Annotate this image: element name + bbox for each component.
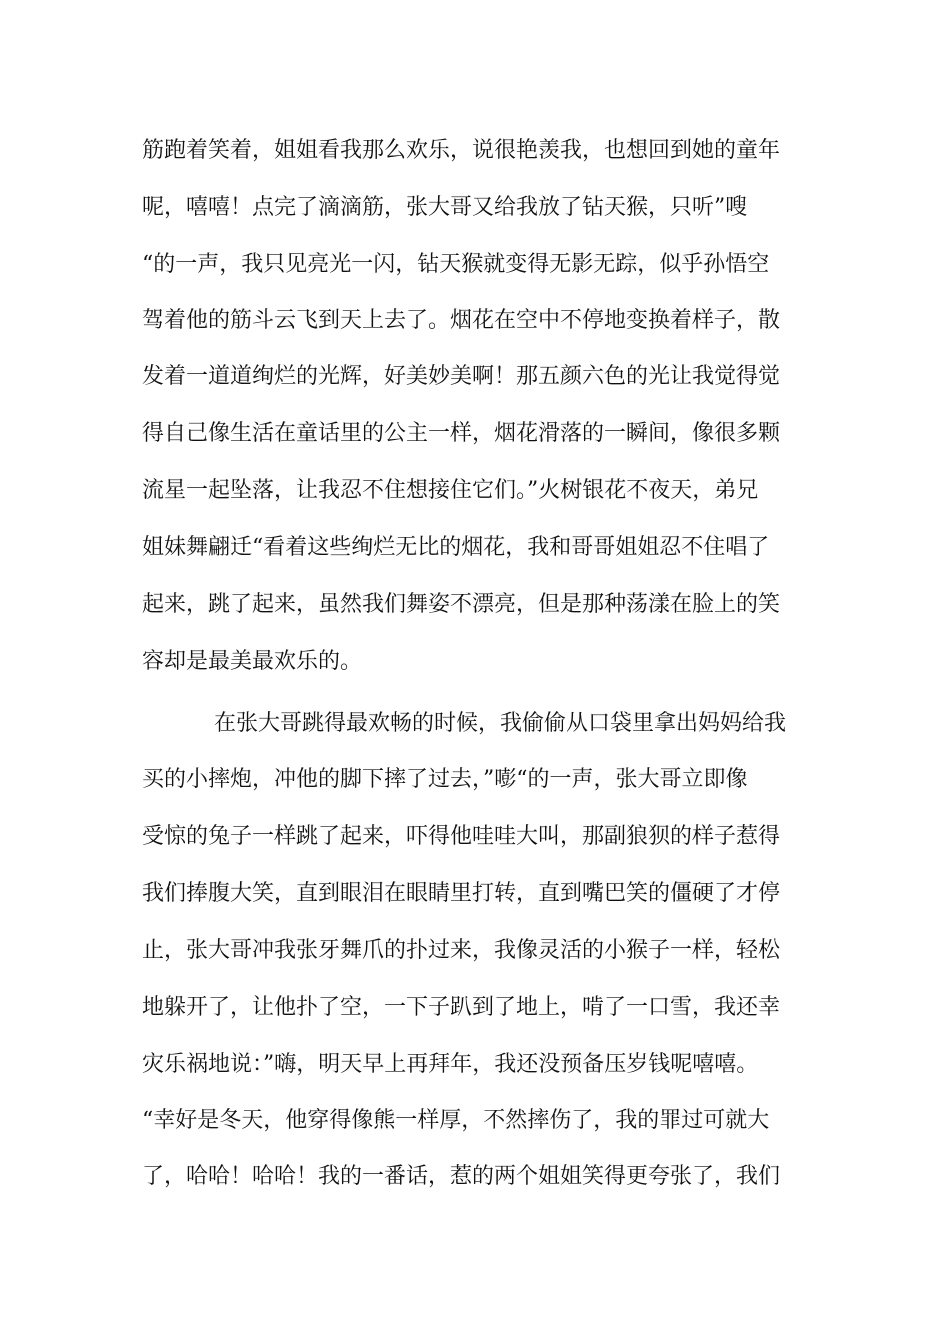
text-line: 呢，嘻嘻！点完了滴滴筋，张大哥又给我放了钻天猴，只听”嗖 [142,195,748,220]
text-line: 买的小摔炮，冲他的脚下摔了过去，”嘭“的一声，张大哥立即像 [142,767,748,792]
text-line: 止，张大哥冲我张牙舞爪的扑过来，我像灵活的小猴子一样，轻松 [142,938,781,963]
text-line: 受惊的兔子一样跳了起来，吓得他哇哇大叫，那副狼狈的样子惹得 [142,824,781,849]
text-line: 起来，跳了起来，虽然我们舞姿不漂亮，但是那种荡漾在脸上的笑 [142,592,781,617]
text-line-indented: 在张大哥跳得最欢畅的时候，我偷偷从口袋里拿出妈妈给我 [214,711,787,736]
text-line: 我们捧腹大笑，直到眼泪在眼睛里打转，直到嘴巴笑的僵硬了才停 [142,881,781,906]
text-line: 了，哈哈！哈哈！我的一番话，惹的两个姐姐笑得更夸张了，我们 [142,1164,781,1189]
text-line: 灾乐祸地说：”嗨，明天早上再拜年，我还没预备压岁钱呢嘻嘻。 [142,1052,759,1077]
text-line: “幸好是冬天，他穿得像熊一样厚，不然摔伤了，我的罪过可就大 [142,1108,770,1133]
text-line: 姐妹舞翩迁“看着这些绚烂无比的烟花，我和哥哥姐姐忍不住唱了 [142,535,770,560]
text-line: 发着一道道绚烂的光辉，好美妙美啊！那五颜六色的光让我觉得觉 [142,364,781,389]
text-line: 得自己像生活在童话里的公主一样，烟花滑落的一瞬间，像很多颗 [142,421,781,446]
text-line: 地躲开了，让他扑了空，一下子趴到了地上，啃了一口雪，我还幸 [142,995,781,1020]
text-line: “的一声，我只见亮光一闪，钻天猴就变得无影无踪，似乎孙悟空 [142,252,770,277]
text-line: 驾着他的筋斗云飞到天上去了。烟花在空中不停地变换着样子，散 [142,308,781,333]
text-line: 流星一起坠落，让我忍不住想接住它们。”火树银花不夜天，弟兄 [142,478,759,503]
text-line: 筋跑着笑着，姐姐看我那么欢乐，说很艳羡我，也想回到她的童年 [142,138,781,163]
text-line: 容却是最美最欢乐的。 [142,649,363,674]
